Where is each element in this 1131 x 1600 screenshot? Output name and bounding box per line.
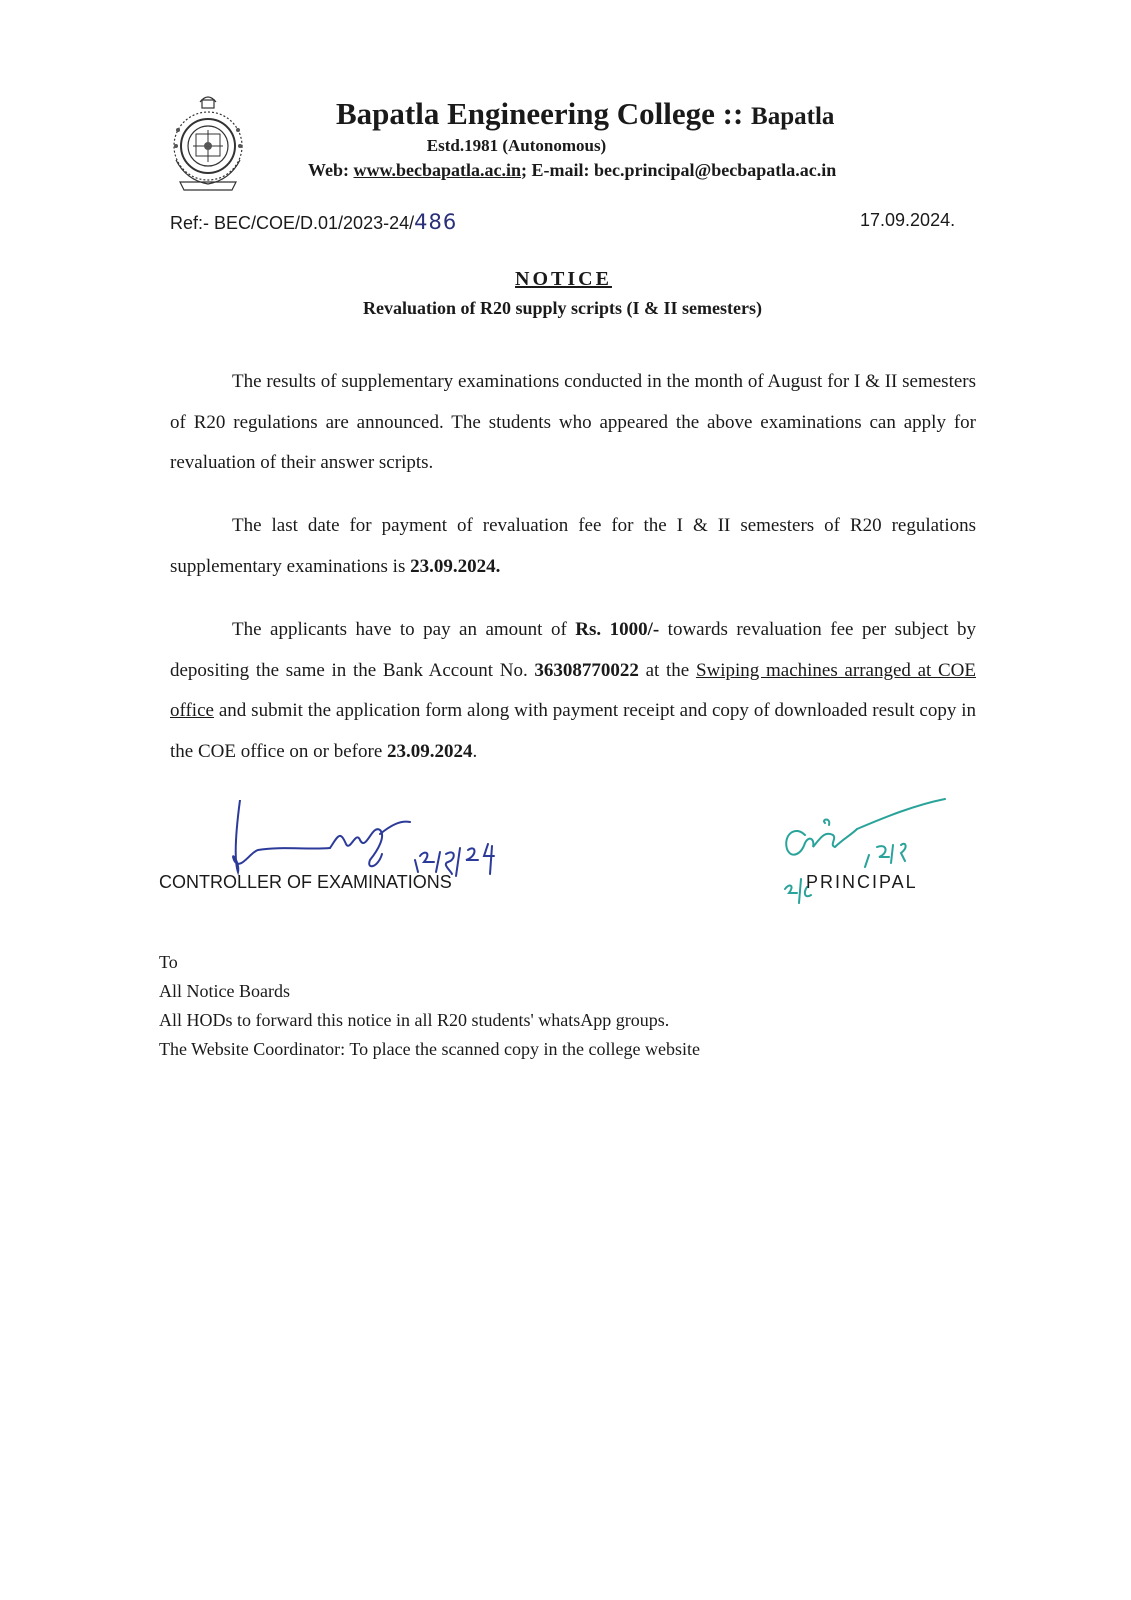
to-label: To [159,952,178,972]
website-link[interactable]: www.becbapatla.ac.in [353,160,522,180]
coe-designation: CONTROLLER OF EXAMINATIONS [159,872,452,892]
submission-date: 23.09.2024 [387,740,473,762]
last-date: 23.09.2024. [410,555,501,577]
college-place: Bapatla [751,103,835,130]
handwritten-ref-number: 486 [414,210,458,234]
recipient-notice-boards: All Notice Boards [159,981,290,1001]
swiping-machines-text: Swiping machines arranged at COE office [170,659,976,721]
paragraph-results: The results of supplementary examinations conducted in the month of August for I & II semesters of R20 regulations are announced. The students who appeared the above examinations can apply for revaluation of their answer scripts. [170,371,976,473]
bank-account: 36308770022 [534,659,639,681]
fee-amount: Rs. 1000/- [575,619,660,640]
recipient-hods: All HODs to forward this notice in all R20 students' whatsApp groups. [159,1010,670,1030]
college-contact: Web: www.becbapatla.ac.in; E-mail: bec.principal@becbapatla.ac.in [308,160,837,180]
paragraph-last-date: The last date for payment of revaluation fee for the I & II semesters of R20 regulations supplementary examinations is 23.09.2024. [170,515,976,577]
recipient-website-coordinator: The Website Coordinator: To place the scanned copy in the college website [159,1039,700,1059]
email-info: ; E-mail: bec.principal@becbapatla.ac.in [521,160,837,180]
notice-date: 17.09.2024. [860,210,956,230]
notice-subtitle: Revaluation of R20 supply scripts (I & II semesters) [363,298,762,318]
college-estd: Estd.1981 (Autonomous) [426,136,607,155]
reference-number: Ref:- BEC/COE/D.01/2023-24/486 [170,210,458,234]
principal-signature-icon [765,795,965,915]
college-name: Bapatla Engineering College :: Bapatla [336,96,835,131]
principal-designation: PRINCIPAL [806,872,918,892]
paragraph-fee: The applicants have to pay an amount of Rs. 1000/- towards revaluation fee per subject by depositing the same in the Bank Account No. 36308770022 at the Swiping machines arranged at COE office and submit the application form along with payment receipt and copy of downloaded result copy in the COE office on or before 23.09.2024. [170,619,976,762]
recipients-block [159,948,700,1064]
notice-title: NOTICE [515,268,612,290]
